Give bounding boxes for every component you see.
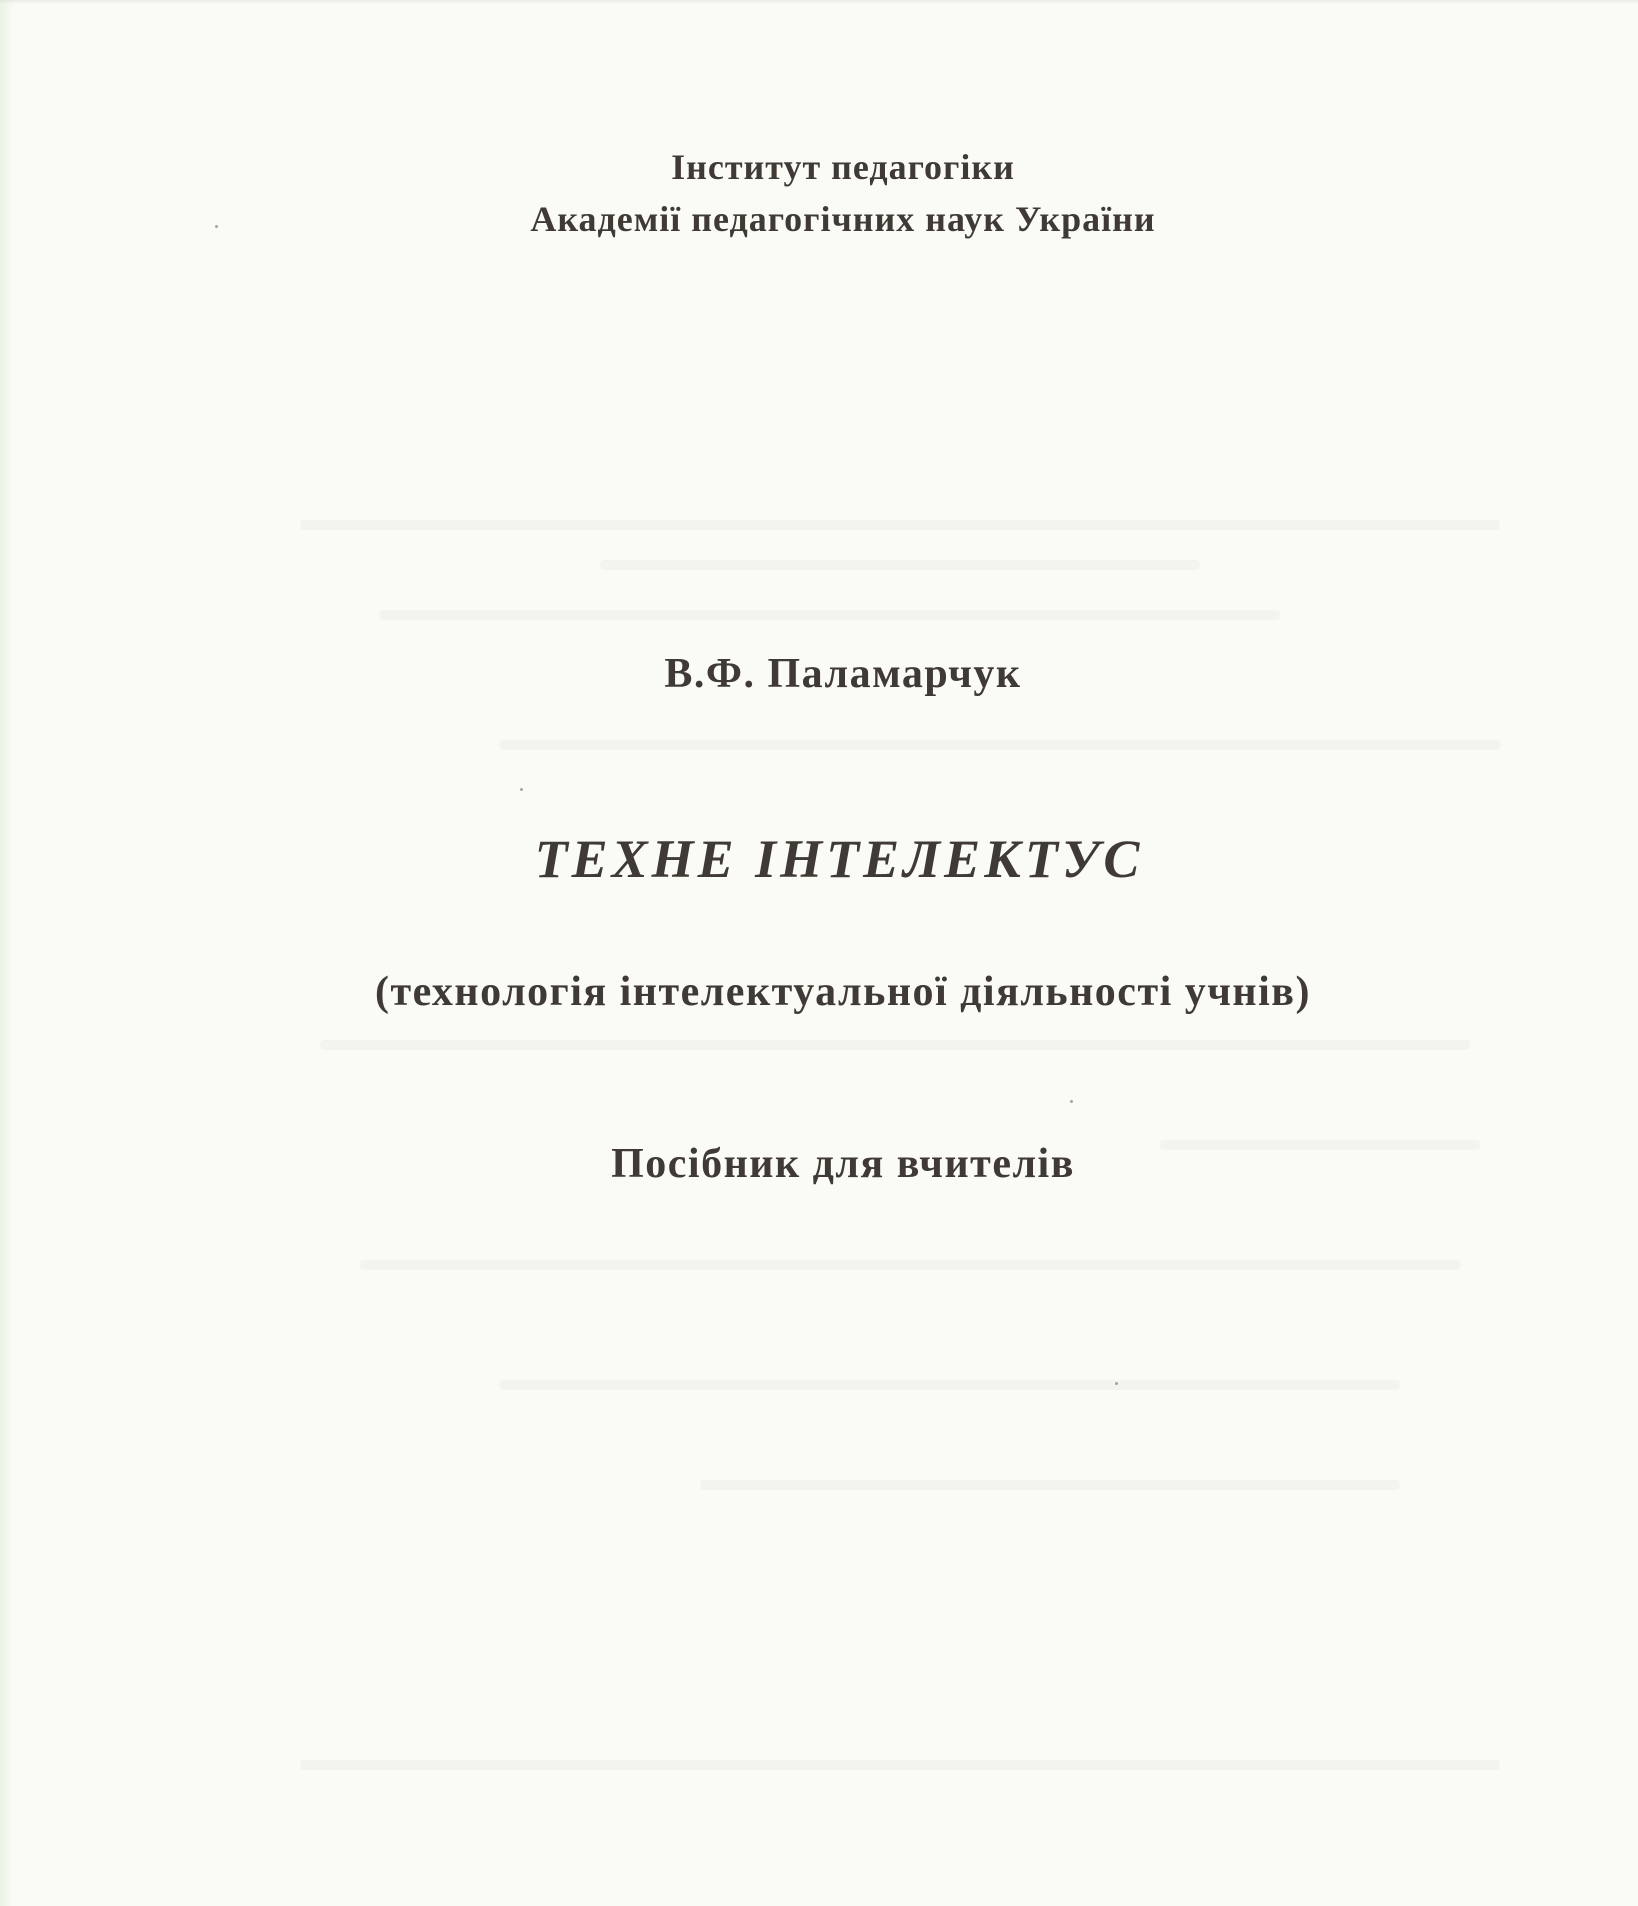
book-title: ТЕХНЕ ІНТЕЛЕКТУС [534,829,1144,889]
bleed-through-mark [300,1760,1500,1770]
bleed-through-mark [360,1260,1460,1270]
author-name: В.Ф. Паламарчук [664,651,1022,697]
manual-type: Посібник для вчителів [611,1141,1075,1187]
dust-speck [1115,1382,1118,1385]
book-subtitle: (технологія інтелектуальної діяльності учнів) [375,969,1311,1015]
bleed-through-mark [700,1480,1400,1490]
institution-line-1: Інститут педагогіки [671,147,1015,187]
dust-speck [1070,1100,1073,1103]
bleed-through-mark [380,610,1280,620]
bleed-through-mark [300,520,1500,530]
bleed-through-mark [320,1040,1470,1050]
dust-speck [520,788,523,791]
bleed-through-mark [500,1380,1400,1390]
institution-line-2: Академії педагогічних наук України [530,199,1156,239]
bleed-through-mark [600,560,1200,570]
bleed-through-mark [500,740,1500,750]
